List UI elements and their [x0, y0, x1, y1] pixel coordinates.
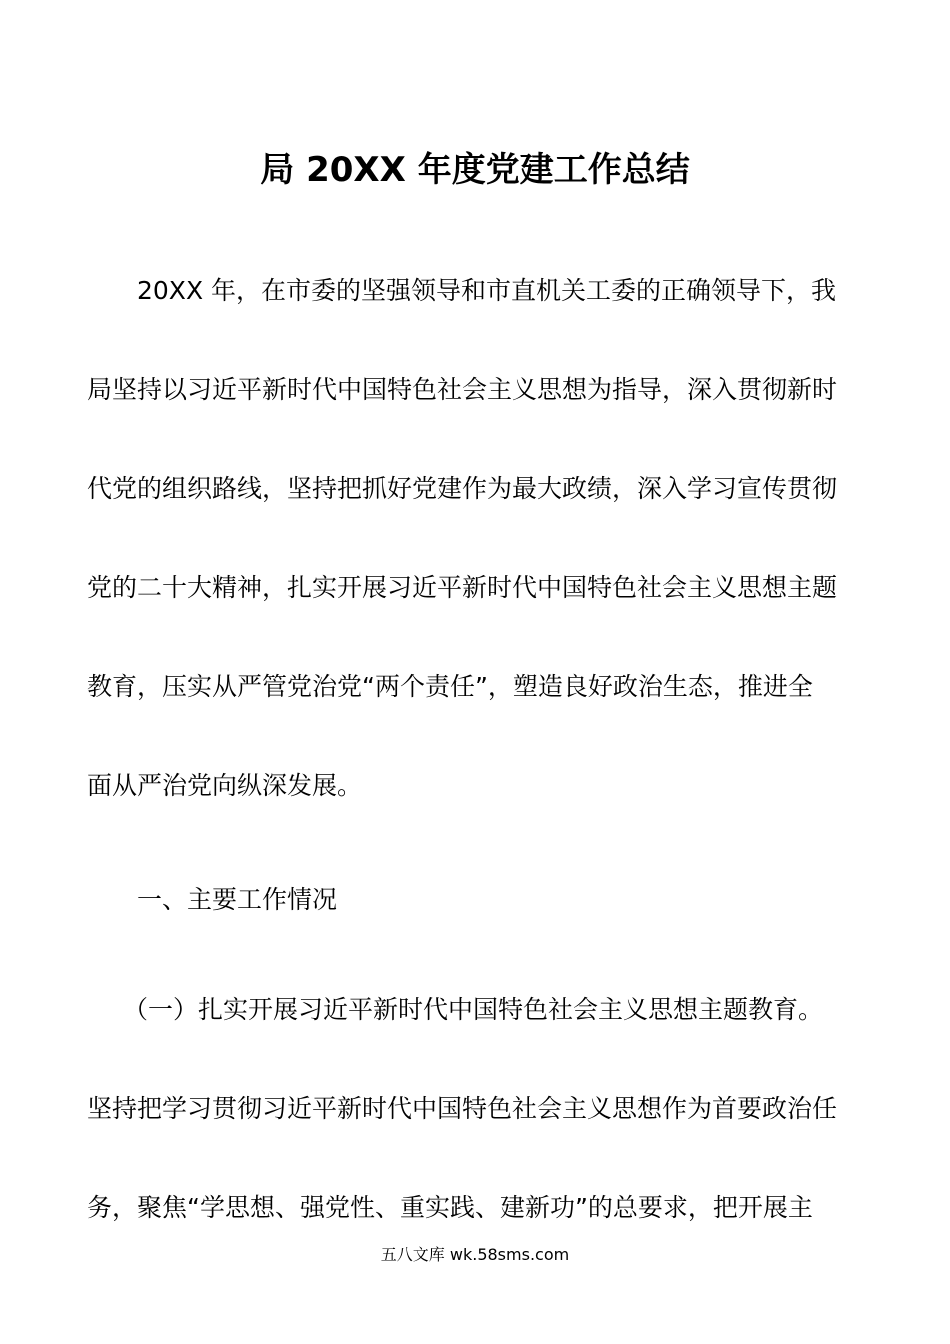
document-title: 局 20XX 年度党建工作总结: [260, 150, 690, 190]
paragraph-line: 面从严治党向纵深发展。: [87, 771, 363, 800]
paragraph-line: 务，聚焦“学思想、强党性、重实践、建新功”的总要求，把开展主: [87, 1193, 813, 1222]
paragraph-line: 党的二十大精神，扎实开展习近平新时代中国特色社会主义思想主题: [87, 573, 838, 602]
paragraph-line: （一）扎实开展习近平新时代中国特色社会主义思想主题教育。: [123, 995, 824, 1024]
footer-watermark: 五八文库 wk.58sms.com: [380, 1245, 570, 1264]
intro-paragraph: [87, 241, 865, 835]
section-heading: 一、主要工作情况: [137, 885, 338, 914]
paragraph-line: 代党的组织路线，坚持把抓好党建作为最大政绩，深入学习宣传贯彻: [87, 474, 838, 503]
section-paragraph: [87, 960, 865, 1257]
paragraph-line: 20XX 年，在市委的坚强领导和市直机关工委的正确领导下，我: [137, 276, 837, 305]
paragraph-line: 局坚持以习近平新时代中国特色社会主义思想为指导，深入贯彻新时: [87, 375, 838, 404]
paragraph-line: 坚持把学习贯彻习近平新时代中国特色社会主义思想作为首要政治任: [87, 1094, 838, 1123]
paragraph-line: 教育，压实从严管党治党“两个责任”，塑造良好政治生态，推进全: [87, 672, 813, 701]
